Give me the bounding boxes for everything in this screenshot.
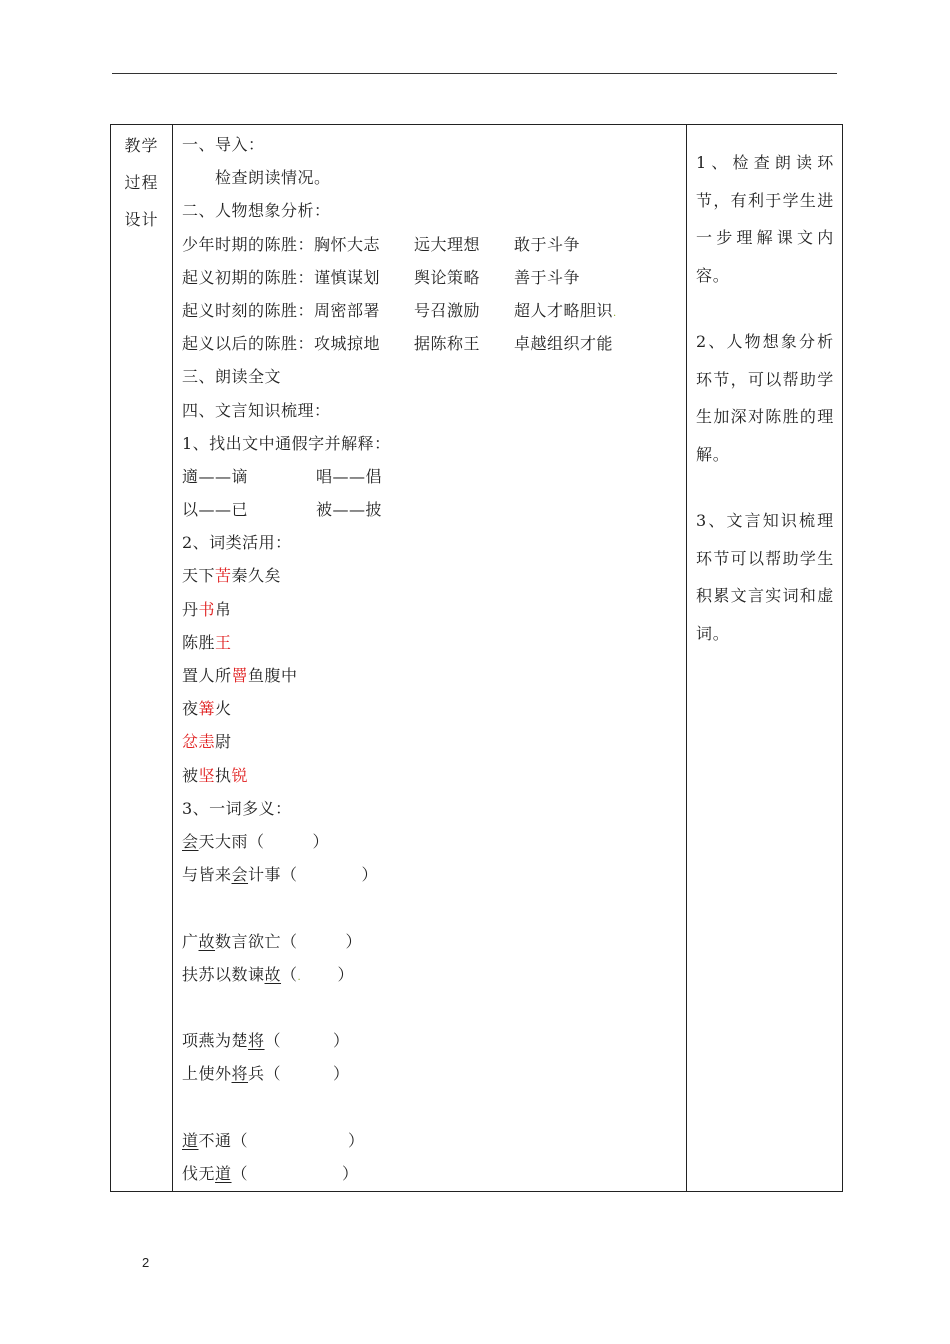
- analysis-b: 号召激励: [414, 300, 481, 320]
- tongjia-row: [182, 460, 686, 493]
- yici-row: [182, 1024, 686, 1057]
- yici-keyword: 将: [248, 1031, 265, 1051]
- yici-text: 不通（: [198, 1130, 249, 1150]
- yici-text: （: [264, 1031, 282, 1051]
- yici-text: 计事（: [248, 865, 298, 885]
- analysis-who: 起义以后的陈胜：: [182, 334, 315, 354]
- cilei-text: 秦久矣: [231, 566, 282, 586]
- analysis-b: 舆论策略: [414, 267, 481, 287]
- yici-row: [182, 1124, 686, 1157]
- cilei-text: 帛: [215, 599, 232, 619]
- spacer: [182, 1090, 686, 1123]
- yici-keyword: 故: [264, 964, 282, 984]
- heading-knowledge: 四、文言知识梳理：: [182, 400, 331, 420]
- cilei-highlight: 篝: [198, 699, 216, 719]
- cilei-highlight: 苦: [215, 566, 232, 586]
- cilei-highlight: 坚: [198, 765, 216, 785]
- yici-text: 伐无: [182, 1163, 216, 1183]
- tongjia-b: 被——披: [316, 500, 383, 520]
- cilei-row: [182, 759, 686, 792]
- yici-text: ）: [361, 865, 379, 885]
- analysis-c: 敢于斗争: [514, 234, 581, 254]
- cilei-highlight: 王: [215, 632, 232, 652]
- cilei-text: 执: [215, 765, 232, 785]
- cilei-text: 鱼腹中: [248, 666, 298, 685]
- cilei-row: [182, 559, 686, 592]
- cilei-row: [182, 725, 686, 758]
- analysis-c: 卓越组织才能: [514, 334, 614, 354]
- yici-keyword: 将: [231, 1064, 249, 1084]
- heading-intro: 一、导入：: [182, 135, 265, 154]
- analysis-row: [182, 294, 686, 327]
- tongjia-row: [182, 493, 686, 526]
- analysis-who: 起义初期的陈胜：: [182, 267, 315, 287]
- label-line: 教学: [124, 136, 159, 155]
- cilei-text: 置人所: [182, 666, 232, 685]
- cilei-highlight: 书: [198, 599, 216, 619]
- dot-mark: .: [297, 971, 302, 983]
- cilei-text: 尉: [215, 732, 232, 752]
- analysis-b: 远大理想: [414, 234, 481, 254]
- analysis-a: 攻城掠地: [314, 334, 381, 354]
- cilei-highlight: 罾: [231, 666, 249, 685]
- spacer: [182, 991, 686, 1024]
- yici-row: [182, 925, 686, 958]
- analysis-row: [182, 261, 686, 294]
- yici-row: [182, 1057, 686, 1090]
- header-rule: [112, 73, 837, 74]
- cilei-text: 火: [215, 699, 232, 719]
- notes-cell: [687, 125, 843, 1192]
- yici-text: （: [281, 964, 298, 984]
- yici-text: 扶苏以数谏: [182, 964, 265, 984]
- tongjia-b: 唱——倡: [316, 466, 383, 486]
- yici-text: ）: [333, 1031, 350, 1051]
- yici-keyword: 会: [231, 865, 249, 885]
- note-paragraph: 2、人物想象分析环节，可以帮助学生加深对陈胜的理解。: [696, 332, 834, 464]
- analysis-who: 起义时刻的陈胜：: [182, 300, 315, 320]
- yici-text: 与皆来: [182, 865, 232, 885]
- yici-text: ）: [333, 1064, 350, 1084]
- tongjia-a: 以——已: [182, 500, 249, 520]
- spacer: [182, 891, 686, 924]
- analysis-row: [182, 327, 686, 360]
- yici-row: [182, 958, 686, 991]
- yici-text: 兵（: [248, 1064, 282, 1084]
- cilei-text: 陈胜: [182, 632, 216, 652]
- yici-text: （: [231, 1163, 249, 1183]
- cilei-row: [182, 659, 686, 692]
- dot-mark: .: [613, 307, 617, 319]
- subheading-yici: 3、一词多义：: [182, 798, 292, 818]
- yici-text: 广: [182, 931, 199, 951]
- cilei-text: 被: [182, 765, 199, 785]
- analysis-a: 谨慎谋划: [314, 267, 381, 287]
- analysis-row: [182, 228, 686, 261]
- note-paragraph: 1、检查朗读环节，有利于学生进一步理解课文内容。: [696, 153, 834, 285]
- yici-text: ）: [337, 964, 355, 984]
- yici-keyword: 道: [182, 1130, 199, 1150]
- heading-read: 三、朗读全文: [182, 367, 282, 387]
- tongjia-a: 適——谪: [182, 466, 249, 486]
- yici-row: [182, 1157, 686, 1190]
- yici-keyword: 故: [198, 931, 216, 951]
- yici-keyword: 会: [182, 831, 199, 851]
- text-line: 检查朗读情况。: [215, 168, 331, 188]
- yici-text: ）: [345, 931, 363, 951]
- yici-row: [182, 858, 686, 891]
- cilei-row: [182, 626, 686, 659]
- analysis-a: 周密部署: [314, 300, 381, 320]
- yici-text: ）: [348, 1130, 365, 1150]
- analysis-b: 据陈称王: [414, 334, 481, 354]
- subheading-tongjia: 1、找出文中通假字并解释：: [182, 433, 391, 453]
- yici-text: 项燕为楚: [182, 1031, 249, 1051]
- yici-text: ）: [312, 831, 330, 851]
- lesson-table: [110, 124, 843, 1192]
- heading-analysis: 二、人物想象分析：: [182, 201, 331, 221]
- page-number: 2: [142, 1255, 150, 1270]
- yici-row: [182, 825, 686, 858]
- cilei-row: [182, 593, 686, 626]
- analysis-who: 少年时期的陈胜：: [182, 234, 315, 254]
- blank[interactable]: [298, 958, 338, 994]
- yici-text: 数言欲亡（: [215, 931, 298, 951]
- cilei-text: 丹: [182, 599, 199, 619]
- analysis-c: 善于斗争: [514, 267, 581, 287]
- yici-text: 天大雨（: [198, 831, 265, 851]
- label-cell: [111, 125, 173, 1192]
- yici-text: 上使外: [182, 1064, 232, 1084]
- analysis-a: 胸怀大志: [314, 234, 381, 254]
- cilei-text: 天下: [182, 566, 216, 586]
- content-cell: [173, 125, 687, 1192]
- note-paragraph: 3、文言知识梳理环节可以帮助学生积累文言实词和虚词。: [696, 511, 834, 643]
- cilei-text: 夜: [182, 699, 199, 719]
- cilei-highlight: 锐: [231, 765, 249, 785]
- cilei-highlight: 忿恚: [182, 732, 216, 752]
- subheading-cilei: 2、词类活用：: [182, 533, 292, 553]
- label-line: 过程: [124, 173, 159, 192]
- yici-keyword: 道: [215, 1163, 232, 1183]
- yici-text: ）: [342, 1163, 359, 1183]
- analysis-c: 超人才略胆识: [514, 300, 614, 320]
- cilei-row: [182, 692, 686, 725]
- label-line: 设计: [124, 210, 159, 229]
